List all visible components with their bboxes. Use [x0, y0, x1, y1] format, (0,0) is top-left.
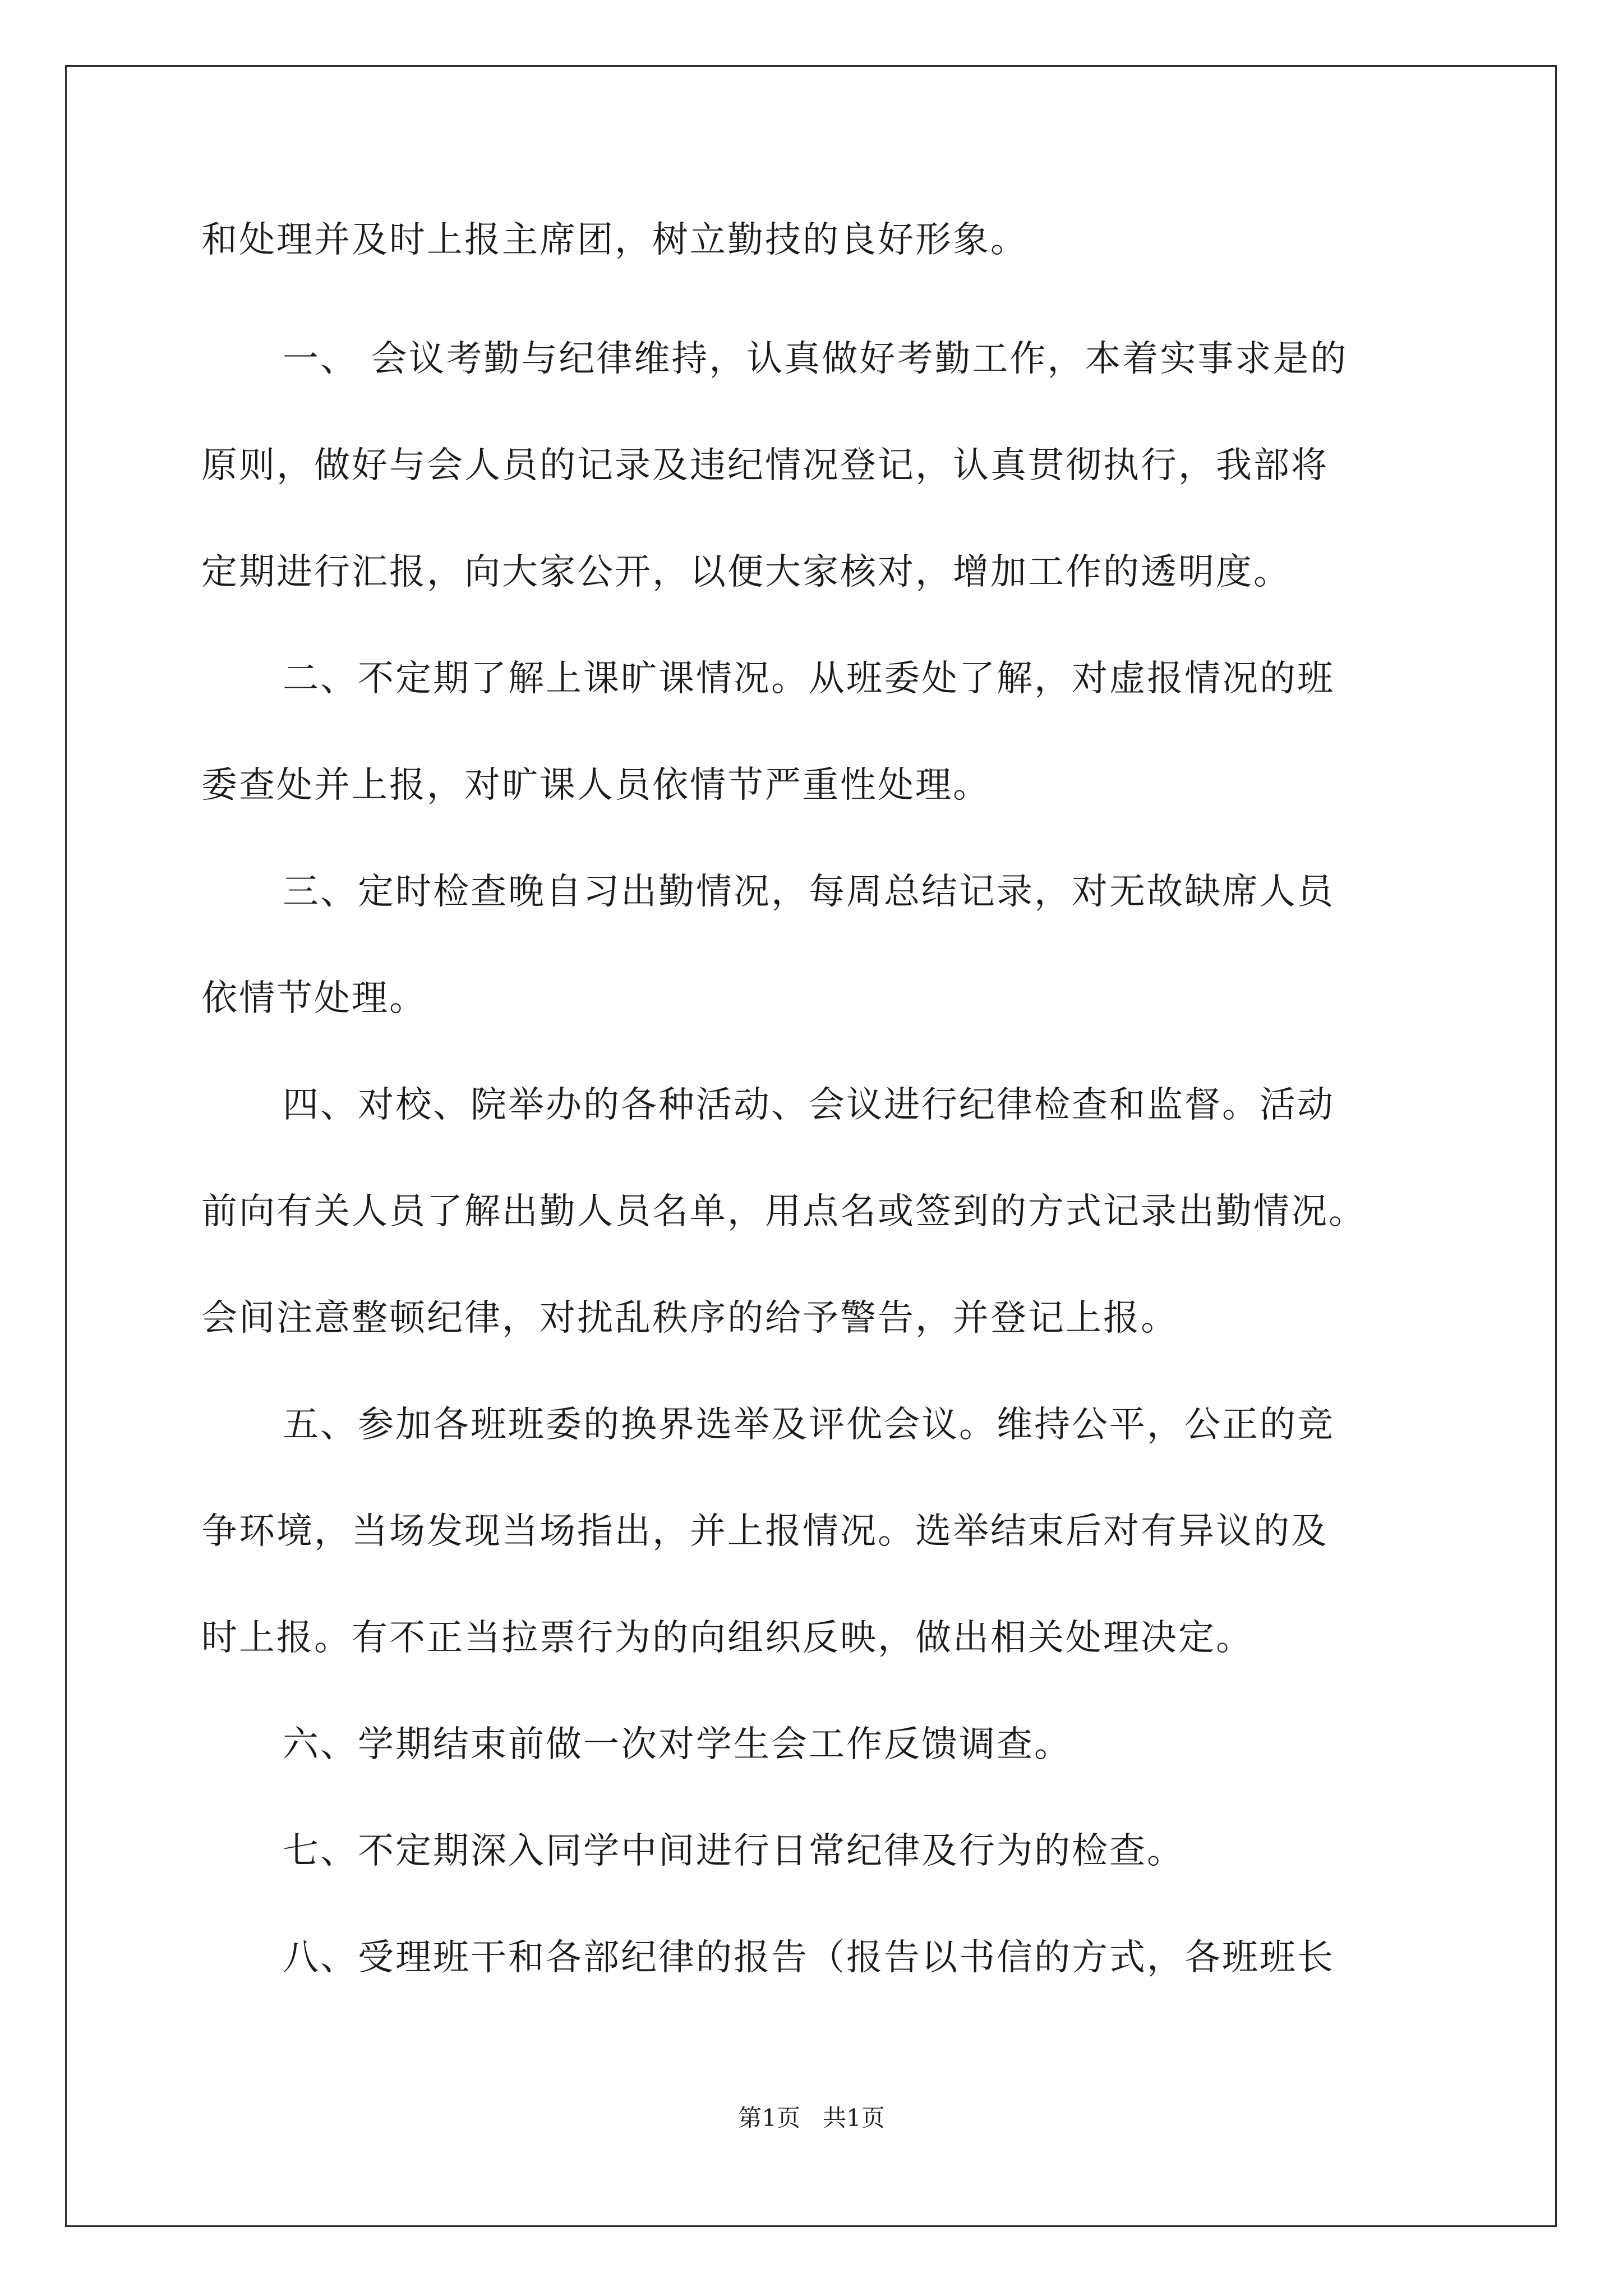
page-border	[65, 65, 1557, 2227]
text-line: 二、不定期了解上课旷课情况。从班委处了解，对虚报情况的班	[283, 658, 1335, 700]
text-line: 依情节处理。	[201, 978, 427, 1019]
text-line: 委查处并上报，对旷课人员依情节严重性处理。	[201, 765, 990, 806]
text-line: 和处理并及时上报主席团，树立勤技的良好形象。	[201, 219, 1028, 261]
text-line: 时上报。有不正当拉票行为的向组织反映，做出相关处理决定。	[201, 1617, 1253, 1659]
text-line: 定期进行汇报，向大家公开，以便大家核对，增加工作的透明度。	[201, 551, 1291, 593]
text-line: 一、 会议考勤与纪律维持，认真做好考勤工作，本着实事求是的	[283, 338, 1348, 380]
text-line: 七、不定期深入同学中间进行日常纪律及行为的检查。	[283, 1830, 1184, 1872]
text-line: 八、受理班干和各部纪律的报告（报告以书信的方式，各班班长	[283, 1937, 1335, 1978]
text-line: 六、学期结束前做一次对学生会工作反馈调查。	[283, 1724, 1072, 1765]
text-line: 会间注意整顿纪律，对扰乱秩序的给予警告，并登记上报。	[201, 1297, 1178, 1339]
text-line: 前向有关人员了解出勤人员名单，用点名或签到的方式记录出勤情况。	[201, 1191, 1366, 1232]
text-line: 原则，做好与会人员的记录及违纪情况登记，认真贯彻执行，我部将	[201, 445, 1329, 486]
page-footer: 第1页 共1页	[738, 2104, 885, 2132]
text-line: 三、定时检查晚自习出勤情况，每周总结记录，对无故缺席人员	[283, 871, 1335, 913]
text-line: 争环境，当场发现当场指出，并上报情况。选举结束后对有异议的及	[201, 1511, 1329, 1552]
text-line: 五、参加各班班委的换界选举及评优会议。维持公平，公正的竞	[283, 1404, 1335, 1446]
text-line: 四、对校、院举办的各种活动、会议进行纪律检查和监督。活动	[283, 1084, 1335, 1126]
